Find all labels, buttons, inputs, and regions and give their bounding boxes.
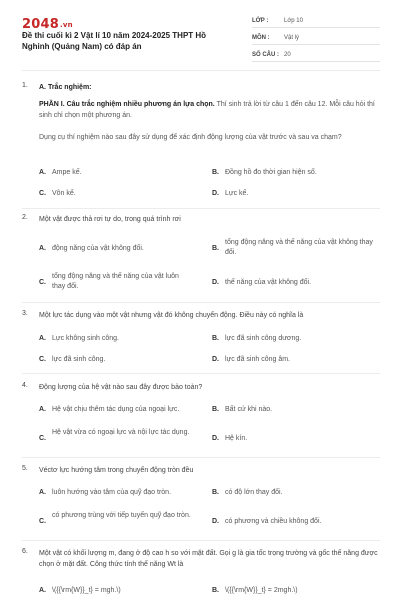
option-text: Đồng hồ đo thời gian hiện số. <box>225 169 317 176</box>
option-letter: B. <box>212 169 219 176</box>
option-text: Vôn kế. <box>52 190 76 197</box>
option-text: Bất cứ khi nào. <box>225 406 273 413</box>
meta-label: LỚP : <box>252 17 269 24</box>
document-title: Đề thi cuối kì 2 Vật lí 10 năm 2024-2025 THPT Hồ Nghinh (Quảng Nam) có đáp án <box>22 31 207 51</box>
section-heading: A. Trắc nghiệm: <box>39 84 92 91</box>
exam-meta <box>252 14 380 65</box>
question-divider <box>22 457 380 458</box>
option-text: có phương trùng với tiếp tuyến quỹ đạo tròn. <box>52 512 191 519</box>
question-number: 4. <box>22 382 28 389</box>
option-text: lực đã sinh công. <box>52 356 106 363</box>
question-2 <box>22 214 382 294</box>
header-divider <box>22 70 380 71</box>
option-text: Lực kế. <box>225 190 249 197</box>
option-text: Hệ kín. <box>225 435 248 442</box>
option-letter: B. <box>212 245 219 252</box>
question-text: Dụng cụ thí nghiệm nào sau đây sử dụng để xác định động lượng của vật trước và sau va chạm? <box>39 134 342 141</box>
meta-row-count <box>252 48 380 62</box>
option-letter: D. <box>212 435 219 442</box>
option-letter: C. <box>39 356 46 363</box>
option-letter: A. <box>39 587 46 594</box>
option-text: có phương và chiều không đổi. <box>225 518 322 525</box>
meta-value: 20 <box>284 51 291 58</box>
option-letter: B. <box>212 489 219 496</box>
option-text: lực đã sinh công âm. <box>225 356 290 363</box>
option-text: Hệ vật chịu thêm tác dụng của ngoại lực. <box>52 406 180 413</box>
option-text: thế năng của vật không đổi. <box>225 279 312 286</box>
question-text: Một vật có khối lượng m, đang ở độ cao h so với mặt đất. Gọi g là gia tốc trọng trường và gốc thế năng được chọn ở mặt đất. Công thức tính thế năng Wt là <box>39 550 378 568</box>
question-number: 2. <box>22 214 28 221</box>
question-1 <box>22 82 382 202</box>
option-letter: B. <box>212 406 219 413</box>
option-text: tổng động năng và thế năng của vật luôn thay đổi. <box>52 273 179 290</box>
question-6 <box>22 548 382 600</box>
meta-row-class <box>252 14 380 28</box>
logo-suffix: .vn <box>59 21 73 29</box>
question-3 <box>22 310 382 370</box>
question-text: Một lực tác dụng vào một vật nhưng vật đó không chuyển động. Điều này có nghĩa là <box>39 312 304 319</box>
option-letter: A. <box>39 169 46 176</box>
option-letter: A. <box>39 245 46 252</box>
question-text: Một vật được thả rơi tự do, trong quá trình rơi <box>39 216 181 223</box>
option-letter: D. <box>212 356 219 363</box>
option-text: động năng của vật không đổi. <box>52 245 144 252</box>
option-text: Hệ vật vừa có ngoại lực và nội lực tác dụng. <box>52 429 190 436</box>
option-letter: A. <box>39 335 46 342</box>
option-text: luôn hướng vào tâm của quỹ đạo tròn. <box>52 489 172 496</box>
option-letter: D. <box>212 190 219 197</box>
question-text: Động lượng của hệ vật nào sau đây được bảo toàn? <box>39 384 203 391</box>
part-instructions <box>39 99 384 121</box>
meta-value: Vật lý <box>284 34 300 41</box>
option-letter: C. <box>39 518 46 525</box>
option-letter: D. <box>212 279 219 286</box>
question-4 <box>22 382 382 452</box>
option-text: lực đã sinh công dương. <box>225 335 302 342</box>
option-text: có độ lớn thay đổi. <box>225 489 283 496</box>
option-letter: C. <box>39 435 46 442</box>
option-letter: B. <box>212 335 219 342</box>
meta-label: MÔN : <box>252 34 270 41</box>
question-divider <box>22 373 380 374</box>
logo-text: 2048 <box>22 17 59 32</box>
option-text: Lực không sinh công. <box>52 335 119 342</box>
option-letter: C. <box>39 190 46 197</box>
option-text: \({{\rm{W}}_t} = mgh.\) <box>52 587 121 594</box>
option-text: tổng động năng và thế năng của vật không thay đổi. <box>225 239 373 256</box>
option-letter: A. <box>39 406 46 413</box>
question-number: 6. <box>22 548 28 555</box>
part-text: Thí sinh trả lời từ câu 1 đến câu 12. Mỗi câu hỏi thí sinh chỉ chọn một phương án. <box>39 101 375 119</box>
question-text: Véctơ lực hướng tâm trong chuyển động tròn đều <box>39 467 194 474</box>
option-letter: A. <box>39 489 46 496</box>
option-letter: B. <box>212 587 219 594</box>
question-number: 1. <box>22 82 28 89</box>
question-5 <box>22 465 382 535</box>
option-letter: D. <box>212 518 219 525</box>
meta-row-subject <box>252 31 380 45</box>
question-divider <box>22 302 380 303</box>
meta-label: SỐ CÂU : <box>252 51 279 58</box>
option-text: Ampe kế. <box>52 169 82 176</box>
question-number: 3. <box>22 310 28 317</box>
question-number: 5. <box>22 465 28 472</box>
page-header <box>0 0 400 66</box>
question-divider <box>22 540 380 541</box>
option-text: \({{\rm{W}}_t} = 2mgh.\) <box>225 587 298 594</box>
option-letter: C. <box>39 279 46 286</box>
part-lead: PHẦN I. Câu trắc nghiệm nhiều phương án lựa chọn. <box>39 101 215 108</box>
meta-value: Lớp 10 <box>284 17 303 24</box>
question-divider <box>22 208 380 209</box>
